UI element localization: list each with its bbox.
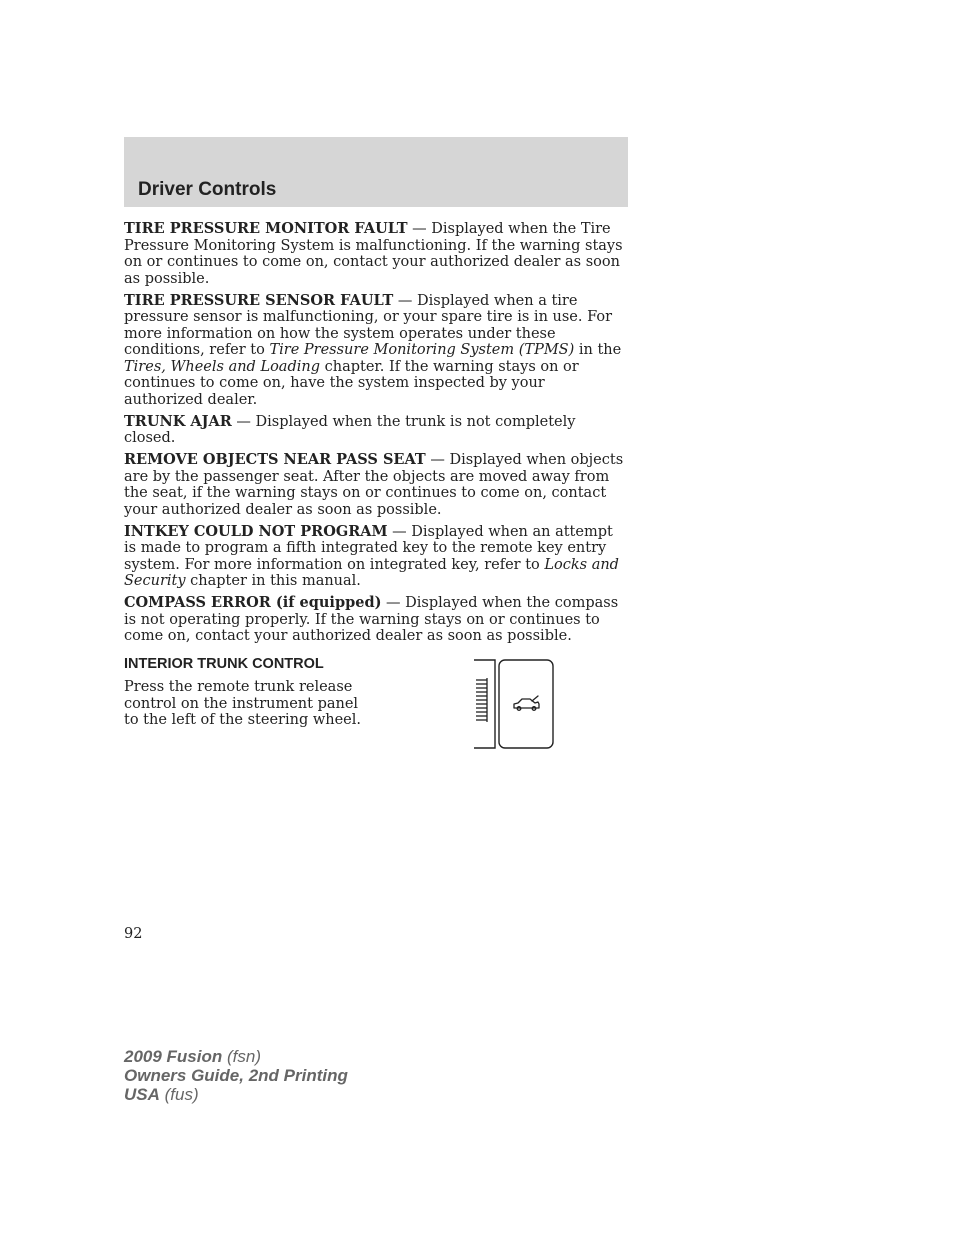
chapter-header-band — [124, 137, 628, 207]
paragraph-compass-error — [124, 595, 628, 645]
paragraph-tire-monitor-fault — [124, 221, 628, 287]
footer-line-2 — [124, 1066, 348, 1085]
page-content — [124, 221, 628, 729]
cross-reference: Locks and Security — [124, 556, 619, 589]
description: — Displayed when the compass is not operating properly. If the warning stays on or continues to come on, contact your authorized dealer as soon as possible. — [124, 595, 619, 644]
section-text: Press the remote trunk release control on the instrument panel to the left of the steering wheel. — [124, 679, 361, 728]
description: in the — [574, 342, 622, 358]
description: — Displayed when the Tire Pressure Monitoring System is malfunctioning. If the warning stays on or continues to come on, contact your authorized dealer as soon as possible. — [124, 221, 623, 287]
footer-model: 2009 Fusion — [124, 1047, 223, 1066]
term: TIRE PRESSURE MONITOR FAULT — [124, 220, 408, 237]
trunk-release-control-illustration — [472, 658, 556, 750]
paragraph-intkey — [124, 524, 628, 590]
cross-reference: Tires, Wheels and Loading — [124, 358, 320, 375]
description: — Displayed when an attempt is made to program a fifth integrated key to the remote key entry system. For more information on integrated key, refer to — [124, 523, 613, 573]
chapter-title: Driver Controls — [138, 179, 277, 200]
cross-reference: Tire Pressure Monitoring System (TPMS) — [269, 342, 575, 358]
description: — Displayed when the trunk is not completely closed. — [124, 413, 576, 446]
page-number: 92 — [124, 926, 143, 942]
paragraph-tire-sensor-fault — [124, 293, 628, 409]
term: REMOVE OBJECTS NEAR PASS SEAT — [124, 451, 426, 468]
footer — [124, 1047, 348, 1104]
footer-region: USA — [124, 1085, 160, 1104]
paragraph-remove-objects — [124, 452, 628, 518]
term: COMPASS ERROR (if equipped) — [124, 594, 382, 611]
term: TIRE PRESSURE SENSOR FAULT — [124, 291, 394, 309]
description: chapter. If the warning stays on or continues to come on, have the system inspected by your authorized dealer. — [124, 358, 579, 408]
paragraph-trunk-ajar — [124, 414, 628, 447]
section-heading: INTERIOR TRUNK CONTROL — [124, 655, 324, 672]
trunk-release-icon — [472, 658, 556, 750]
description: chapter in this manual. — [185, 573, 361, 589]
term: TRUNK AJAR — [124, 412, 232, 430]
description: — Displayed when objects are by the passenger seat. After the objects are moved away from the seat, if the warning stays on or continues to come on, contact your authorized dealer as soon as possible. — [124, 452, 624, 518]
footer-model-code: (fsn) — [222, 1047, 261, 1066]
footer-printing: Owners Guide, 2nd Printing — [124, 1066, 348, 1085]
footer-region-code: (fus) — [159, 1085, 199, 1104]
footer-line-1 — [124, 1047, 348, 1066]
description: — Displayed when a tire pressure sensor is malfunctioning, or your spare tire is in use. For more information on how the system operates under these conditions, refer to — [124, 292, 613, 358]
term: INTKEY COULD NOT PROGRAM — [124, 522, 388, 540]
footer-line-3 — [124, 1085, 348, 1104]
